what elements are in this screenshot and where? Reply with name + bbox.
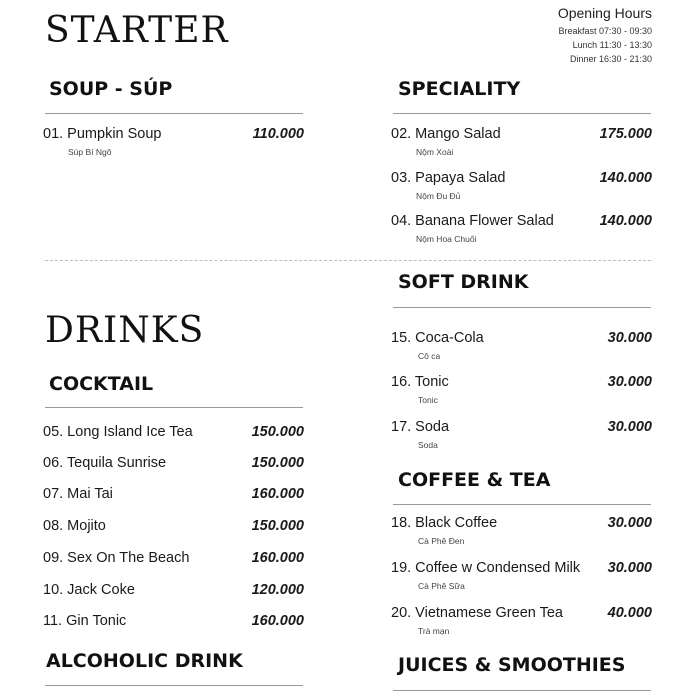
item-name: 18. Black Coffee xyxy=(391,515,498,531)
item-name: 15. Coca-Cola xyxy=(391,330,484,346)
item-subname: Nộm Hoa Chuối xyxy=(416,234,477,244)
menu-item xyxy=(43,550,304,570)
item-subname: Soda xyxy=(418,440,438,450)
menu-item xyxy=(43,582,304,602)
opening-hours-lunch: Lunch 11:30 - 13:30 xyxy=(572,40,652,50)
menu-item xyxy=(43,518,304,538)
item-subname: Nộm Xoài xyxy=(416,147,454,157)
divider xyxy=(45,685,303,686)
section-title-cocktail: COCKTAIL xyxy=(49,373,154,395)
opening-hours-dinner: Dinner 16:30 - 21:30 xyxy=(569,54,652,64)
menu-item xyxy=(391,170,652,204)
menu-item xyxy=(43,486,304,506)
item-name: 01. Pumpkin Soup xyxy=(43,126,162,142)
item-price: 140.000 xyxy=(599,170,652,186)
opening-hours xyxy=(432,5,652,66)
item-price: 120.000 xyxy=(251,582,304,598)
menu-item xyxy=(43,613,304,633)
item-price: 30.000 xyxy=(607,560,652,576)
item-price: 30.000 xyxy=(607,419,652,435)
item-subname: Cà Phê Sữa xyxy=(418,581,465,591)
section-title-coffee-tea: COFFEE & TEA xyxy=(398,469,551,491)
item-subname: Súp Bí Ngô xyxy=(68,147,112,157)
item-price: 110.000 xyxy=(252,126,304,142)
menu-item xyxy=(391,126,652,160)
item-price: 175.000 xyxy=(599,126,652,142)
section-title-speciality: SPECIALITY xyxy=(398,78,521,100)
section-title-alcoholic-drink: ALCOHOLIC DRINK xyxy=(46,650,243,672)
item-price: 30.000 xyxy=(607,374,652,390)
item-name: 08. Mojito xyxy=(43,518,106,534)
item-price: 160.000 xyxy=(251,613,304,629)
divider xyxy=(393,307,651,308)
item-name: 02. Mango Salad xyxy=(391,126,501,142)
item-subname: Tonic xyxy=(418,395,438,405)
item-price: 30.000 xyxy=(607,330,652,346)
divider xyxy=(393,690,651,691)
item-name: 16. Tonic xyxy=(391,374,449,390)
divider xyxy=(45,113,303,114)
item-subname: Nộm Đu Đủ xyxy=(416,191,461,201)
item-name: 04. Banana Flower Salad xyxy=(391,213,554,229)
item-price: 40.000 xyxy=(607,605,652,621)
item-subname: Cà Phê Đen xyxy=(418,536,465,546)
item-price: 160.000 xyxy=(251,550,304,566)
section-title-soup: SOUP - SÚP xyxy=(49,78,173,100)
divider xyxy=(393,504,651,505)
item-name: 06. Tequila Sunrise xyxy=(43,455,167,471)
menu-item xyxy=(43,126,304,160)
menu-item xyxy=(391,419,652,453)
item-subname: Cô ca xyxy=(418,351,441,361)
starter-title: STARTER xyxy=(45,10,229,51)
divider xyxy=(45,407,303,408)
item-name: 17. Soda xyxy=(391,419,450,435)
item-name: 03. Papaya Salad xyxy=(391,170,506,186)
item-price: 160.000 xyxy=(251,486,304,502)
item-price: 150.000 xyxy=(251,455,304,471)
item-price: 150.000 xyxy=(251,518,304,534)
menu-item xyxy=(391,374,652,408)
section-title-soft-drink: SOFT DRINK xyxy=(398,271,529,293)
section-title-juices-smoothies: JUICES & SMOOTHIES xyxy=(398,654,626,676)
item-name: 05. Long Island Ice Tea xyxy=(43,424,193,440)
opening-hours-breakfast: Breakfast 07:30 - 09:30 xyxy=(558,26,652,36)
divider xyxy=(393,113,651,114)
menu-item xyxy=(391,213,652,247)
opening-hours-title: Opening Hours xyxy=(557,5,652,21)
item-price: 150.000 xyxy=(251,424,304,440)
item-name: 09. Sex On The Beach xyxy=(43,550,190,566)
item-subname: Trà mạn xyxy=(418,626,450,636)
item-price: 140.000 xyxy=(599,213,652,229)
item-name: 19. Coffee w Condensed Milk xyxy=(391,560,581,576)
item-name: 07. Mai Tai xyxy=(43,486,113,502)
item-name: 10. Jack Coke xyxy=(43,582,135,598)
menu-item xyxy=(391,560,652,594)
menu-item xyxy=(43,424,304,444)
item-price: 30.000 xyxy=(607,515,652,531)
item-name: 11. Gin Tonic xyxy=(43,613,127,629)
menu-item xyxy=(391,515,652,549)
menu-item xyxy=(391,605,652,639)
menu-item xyxy=(43,455,304,475)
drinks-title: DRINKS xyxy=(45,310,205,351)
section-separator xyxy=(45,260,651,261)
menu-item xyxy=(391,330,652,364)
item-name: 20. Vietnamese Green Tea xyxy=(391,605,563,621)
